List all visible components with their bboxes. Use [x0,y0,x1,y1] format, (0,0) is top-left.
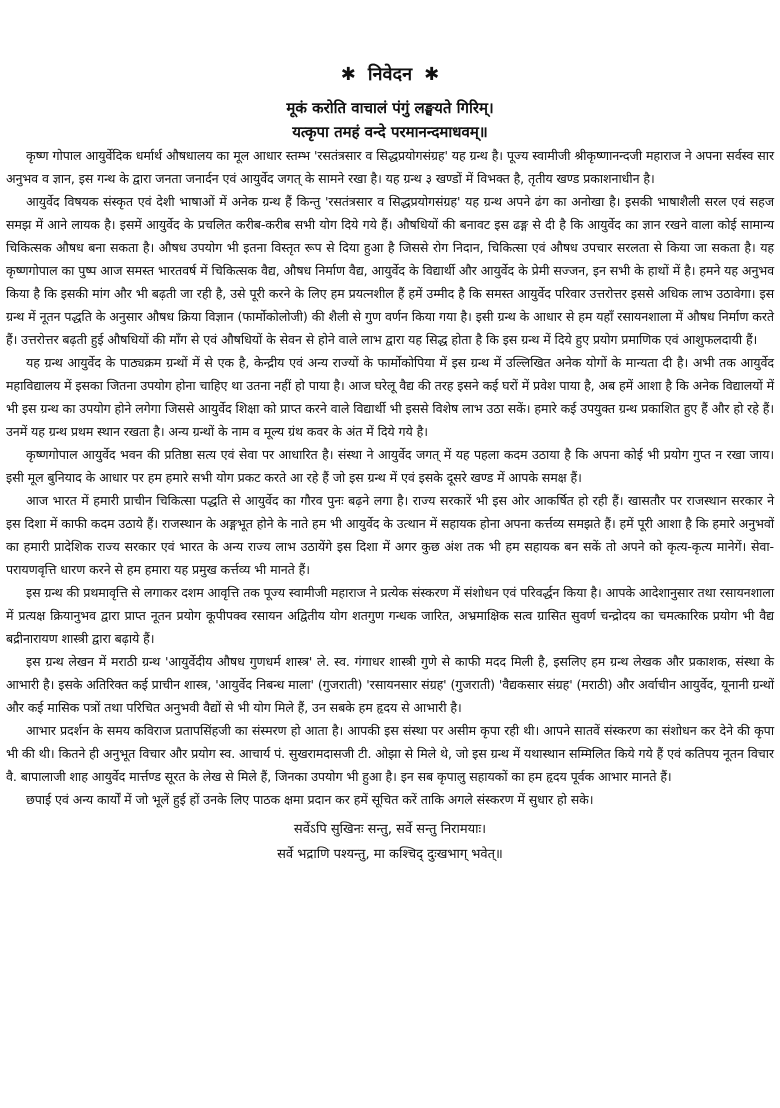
opening-verse-line-2: यत्कृपा तमहं वन्दे परमानन्दमाधवम्॥ [292,123,488,141]
paragraph-3: यह ग्रन्थ आयुर्वेद के पाठ्यक्रम ग्रन्थों में से एक है, केन्द्रीय एवं अन्य राज्यों के फार्मोकोपिया में इस ग्रन्थ में उल्लिखित अनेक योगों के मान्यता दी है। अभी तक आयुर्वेद महाविद्यालय में इसका जितना उपयोग होना चाहिए था उतना नहीं हो पाया है। आज घरेलू वैद्य की तरह इसने कई घरों में प्रवेश पाया है, अब हमें आशा है कि अनेक विद्यालयों में भी इस ग्रन्थ का उपयोग होने लगेगा जिससे आयुर्वेद शिक्षा को प्राप्त करने वाले विद्यार्थी भी इससे विशेष लाभ उठा सकें। हमारे कई उपयुक्त ग्रन्थ प्रकाशित हुए हैं और हो रहे हैं। उनमें यह ग्रन्थ प्रथम स्थान रखता है। अन्य ग्रन्थों के नाम व मूल्य ग्रंथ कवर के अंत में दिये गये है। [6,355,774,439]
preface-page [6,62,774,867]
opening-verse-line-1: मूकं करोति वाचालं पंगुं लङ्घयते गिरिम्। [286,99,494,117]
paragraph-2: आयुर्वेद विषयक संस्कृत एवं देशी भाषाओं में अनेक ग्रन्थ हैं किन्तु 'रसतंत्रसार व सिद्धप्रयोगसंग्रह' यह ग्रन्थ अपने ढंग का अनोखा है। इसकी भाषाशैली सरल एवं सहज समझ में आने लायक है। इसमें आयुर्वेद के प्रचलित करीब-करीब सभी योग दिये गये हैं। औषधियों की बनावट इस ढङ्ग से दी है कि आयुर्वेद का ज्ञान रखने वाला कोई सामान्य चिकित्सक औषध बना सकता है। औषध उपयोग भी इतना विस्तृत रूप से दिया हुआ है जिससे रोग निदान, चिकित्सा एवं औषध उपचार सरलता से किया जा सकता है। यह कृष्णगोपाल का पुष्प आज समस्त भारतवर्ष में चिकित्सक वैद्य, औषध निर्माण वैद्य, आयुर्वेद के विद्यार्थी और आयुर्वेद के प्रेमी सज्जन, इन सभी के हाथों में है। हमने यह अनुभव किया है कि इसकी मांग और भी बढ़ती जा रही है, उसे पूरी करने के लिए हम प्रयत्नशील हैं हमें उम्मीद है कि समस्त आयुर्वेद परिवार उत्तरोत्तर इससे अधिक लाभ उठावेगा। इस ग्रन्थ में नूतन पद्धति के अनुसार औषध क्रिया विज्ञान (फार्मोकोलोजी) की शैली से गुण वर्णन किया गया है। इसी ग्रन्थ के आधार से हम यहाँ रसायनशाला में औषध निर्माण करते हैं। उत्तरोत्तर बढ़ती हुई औषधियों की माँग से एवं औषधियों के सेवन से होने वाले लाभ द्वारा यह सिद्ध होता है कि इस ग्रन्थ में दिये हुए प्रयोग प्रमाणिक एवं आशुफलदायी हैं। [6,194,774,347]
closing-verse-line-2: सर्वे भद्राणि पश्यन्तु, मा कश्चिद् दुःखभाग् भवेत्॥ [277,847,503,862]
paragraph-4: कृष्णगोपाल आयुर्वेद भवन की प्रतिष्ठा सत्य एवं सेवा पर आधारित है। संस्था ने आयुर्वेद जगत् में यह पहला कदम उठाया है कि अपना कोई भी प्रयोग गुप्त न रखा जाय। इसी मूल बुनियाद के आधार पर हम हमारे सभी योग प्रकट करते आ रहे हैं जो इस ग्रन्थ में एवं इसके दूसरे खण्ड में आपके समक्ष हैं। [6,447,774,485]
paragraph-7: इस ग्रन्थ लेखन में मराठी ग्रन्थ 'आयुर्वेदीय औषध गुणधर्म शास्त्र' ले. स्व. गंगाधर शास्त्री गुणे से काफी मदद मिली है, इसलिए हम ग्रन्थ लेखक और प्रकाशक, संस्था के आभारी है। इसके अतिरिक्त कई प्राचीन शास्त्र, 'आयुर्वेद निबन्ध माला' (गुजराती) 'रसायनसार संग्रह' (गुजराती) 'वैद्यकसार संग्रह' (मराठी) और अर्वाचीन आयुर्वेद, यूनानी ग्रन्थों और कई मासिक पत्रों तथा परिचित अनुभवी वैद्यों से भी योग मिले हैं, उन सबके हम हृदय से आभारी है। [6,654,774,715]
closing-verse-line-1: सर्वेऽपि सुखिनः सन्तु, सर्वे सन्तु निरामयाः। [293,822,487,837]
paragraph-9: छपाई एवं अन्य कार्यों में जो भूलें हुई हों उनके लिए पाठक क्षमा प्रदान कर हमें सूचित करें ताकि अगले संस्करण में सुधार हो सके। [26,792,594,807]
paragraph-6: इस ग्रन्थ की प्रथमावृत्ति से लगाकर दशम आवृत्ति तक पूज्य स्वामीजी महाराज ने प्रत्येक संस्करण में संशोधन एवं परिवर्द्धन किया है। आपके आदेशानुसार तथा रसायनशाला में प्रत्यक्ष क्रियानुभव द्वारा प्राप्त नूतन प्रयोग कूपीपक्व रसायन अद्वितीय योग शतगुण गन्धक जारित, अभ्रमाक्षिक सत्व ग्रासित सुवर्ण चन्द्रोदय का चमत्कारिक प्रयोग भी वैद्य बद्रीनारायण शास्त्री द्वारा बढ़ाये हैं। [6,585,774,646]
star-right-icon: ✱ [424,64,440,85]
title-text: निवेदन [367,64,413,85]
paragraph-1: कृष्ण गोपाल आयुर्वेदिक धर्मार्थ औषधालय का मूल आधार स्तम्भ 'रसतंत्रसार व सिद्धप्रयोगसंग्रह' यह ग्रन्थ है। पूज्य स्वामीजी श्रीकृष्णानन्दजी महाराज ने अपना सर्वस्व सार अनुभव व ज्ञान, इस गन्थ के द्वारा जनता जनार्दन एवं आयुर्वेद जगत् के सामने रखा है। यह ग्रन्थ ३ खण्डों में विभक्त है, तृतीय खण्ड प्रकाशनाधीन है। [6,148,774,186]
star-left-icon: ✱ [340,64,356,85]
page-title [6,62,774,88]
paragraph-5: आज भारत में हमारी प्राचीन चिकित्सा पद्धति से आयुर्वेद का गौरव पुनः बढ़ने लगा है। राज्य सरकारें भी इस ओर आकर्षित हो रही हैं। खासतौर पर राजस्थान सरकार ने इस दिशा में काफी कदम उठाये हैं। राजस्थान के अङ्गभूत होने के नाते हम भी आयुर्वेद के उत्थान में सहायक होना अपना कर्त्तव्य समझते हैं। हमें पूरी आशा है कि हमारे अनुभवों का हमारी प्रादेशिक राज्य सरकार एवं भारत के अन्य राज्य लाभ उठायेंगे इस दिशा में अगर कुछ अंश तक भी हम सहायक बन सकें तो अपने को कृत्य-कृत्य मानेगें। सेवा-परायणवृत्ति धारण करने से हम हमारा यह प्रमुख कर्त्तव्य भी मानते हैं। [6,493,774,577]
paragraph-8: आभार प्रदर्शन के समय कविराज प्रतापसिंहजी का संस्मरण हो आता है। आपकी इस संस्था पर असीम कृपा रही थी। आपने सातवें संस्करण का संशोधन कर देने की कृपा भी की थी। कितने ही अनुभूत विचार और प्रयोग स्व. आचार्य पं. सुखरामदासजी टी. ओझा से मिले थे, जो इस ग्रन्थ में यथास्थान सम्मिलित किये गये हैं एवं कतिपय नूतन विचार वै. बापालाजी शाह आयुर्वेद मार्त्तण्ड सूरत के लेख से मिले हैं, जिनका उपयोग भी हुआ है। इन सब कृपालु सहायकों का हम हृदय पूर्वक आभार मानते हैं। [6,723,774,784]
